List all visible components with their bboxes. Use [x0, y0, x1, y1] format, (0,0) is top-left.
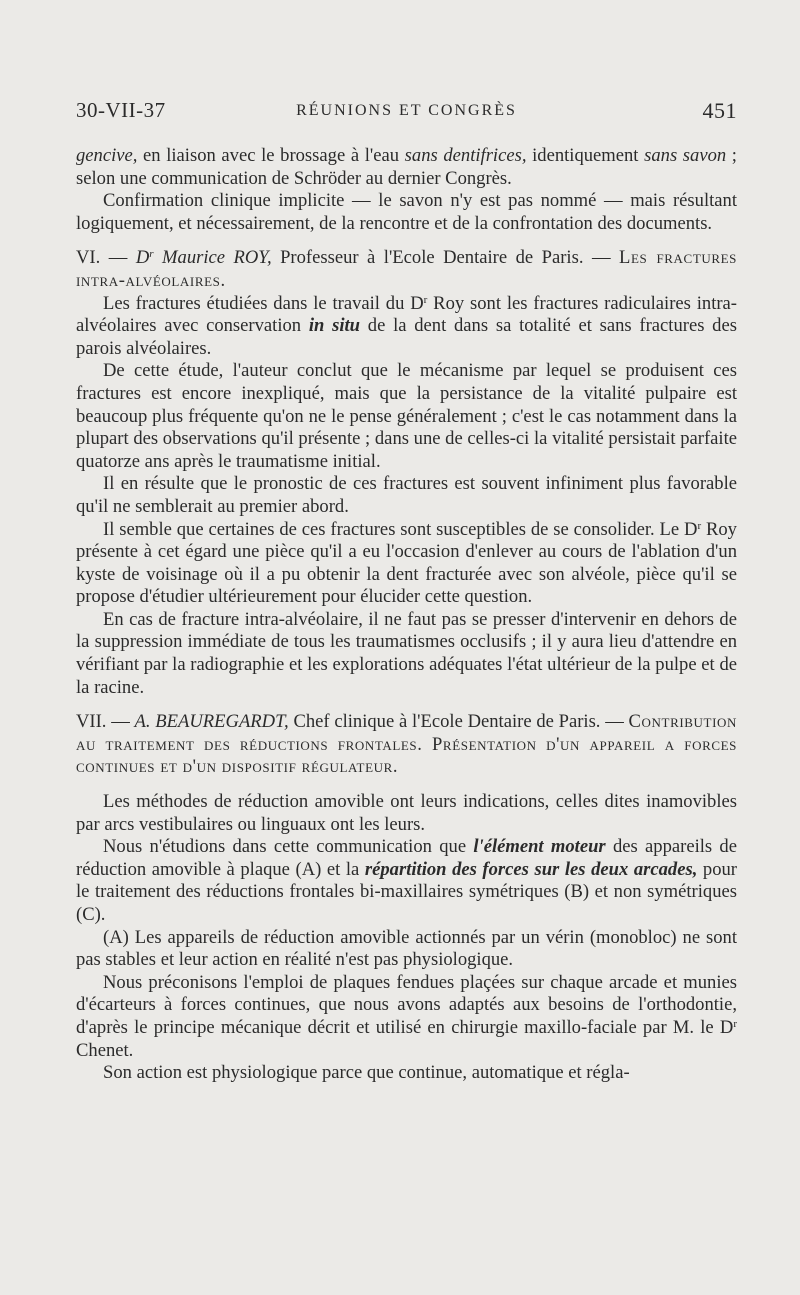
superscript: r	[697, 519, 702, 532]
emphasis: sans savon	[644, 145, 727, 166]
author-name: Maurice ROY,	[153, 247, 272, 269]
text-run: pour le traitement des réductions frontales bi-maxillaires symétriques (B) et non symétriques (C).	[76, 858, 737, 925]
header-running-title: RÉUNIONS ET CONGRÈS	[296, 102, 517, 119]
running-header	[76, 98, 737, 128]
paragraph-3	[76, 293, 737, 361]
text-run: Chenet.	[76, 1039, 134, 1061]
section-title: Contribution au traitement des réductions frontales. Présentation d'un appareil a forces continues et d'un dispositif régulateur.	[76, 711, 737, 778]
text-run: D	[135, 247, 150, 269]
text-run: ; selon une communication de Schröder au dernier Congrès.	[76, 145, 737, 189]
paragraph-5: Il en résulte que le pronostic de ces fractures est souvent infiniment plus favorable qu'il ne semblerait au premier abord.	[76, 473, 737, 517]
text-run: Roy présente à cet égard une pièce qu'il a eu l'occasion d'enlever au cours de l'ablation d'un kyste de voisinage où il a pu obtenir la dent fracturée avec son alvéole, pièce qu'il se propose d'étudier ultérieurement pour élucider cette question.	[76, 518, 737, 608]
header-date: 30-VII-37	[76, 98, 166, 122]
text-run: identiquement	[526, 145, 645, 166]
text-run: Nous préconisons l'emploi de plaques fendues plaçées sur chaque arcade et munies d'écarteurs à forces continues, que nous avons adaptés aux besoins de l'orthodontie, d'après le principe mécanique décrit et utilisé en chirurgie maxillo-faciale par M. le D	[76, 971, 737, 1038]
paragraph-8: Les méthodes de réduction amovible ont leurs indications, celles dites inamovibles par arcs vestibulaires ou linguaux ont les leurs.	[76, 791, 737, 835]
author-name: A. BEAUREGARDT,	[134, 711, 289, 733]
text-run: Roy sont les fractures radiculaires intra-alvéolaires avec conservation	[76, 292, 737, 337]
paragraph-2: Confirmation clinique implicite — le savon n'y est pas nommé — mais résultant logiquement, et nécessairement, de la rencontre et de la confrontation des documents.	[76, 190, 737, 234]
text-run: en liaison avec le brossage à l'eau	[137, 145, 405, 166]
paragraph-1	[76, 145, 737, 190]
section-title: Les fractures intra-alvéolaires.	[76, 247, 737, 291]
page-number: 451	[702, 98, 737, 123]
paragraph-10: (A) Les appareils de réduction amovible actionnés par un vérin (monobloc) ne sont pas stables et leur action en réalité n'est pas physiologique.	[76, 926, 737, 971]
author-affiliation: Chef clinique à l'Ecole Dentaire de Paris. —	[288, 711, 629, 733]
section-number: VI. —	[76, 247, 136, 269]
paragraph-9	[76, 836, 737, 926]
page-body	[76, 145, 737, 1085]
superscript: r	[149, 248, 154, 261]
section-vii-heading	[76, 711, 737, 779]
emphasis: sans dentifrices,	[404, 145, 527, 166]
text-run: Nous n'étudions dans cette communication que	[103, 836, 474, 858]
superscript: r	[733, 1017, 737, 1030]
author-title	[136, 247, 272, 268]
emphasis: gencive,	[76, 145, 138, 166]
emphasis: in situ	[308, 315, 361, 337]
paragraph-7: En cas de fracture intra-alvéolaire, il ne faut pas se presser d'intervenir en dehors de la suppression immédiate de tous les traumatismes occlusifs ; il y aura lieu d'attendre en vérifiant par la radiographie et les explorations adéquates l'état ultérieur de la pulpe et de la racine.	[76, 608, 737, 698]
section-number: VII. —	[76, 711, 135, 733]
emphasis: l'élément moteur	[473, 836, 606, 858]
text-run: de la dent dans sa totalité et sans fractures des parois alvéolaires.	[76, 315, 737, 359]
text-run: Les fractures étudiées dans le travail du D	[103, 292, 424, 314]
emphasis: répartition des forces sur les deux arcades,	[364, 858, 698, 880]
superscript: r	[423, 293, 428, 306]
paragraph-12: Son action est physiologique parce que continue, automatique et régla-	[103, 1062, 630, 1084]
author-affiliation: Professeur à l'Ecole Dentaire de Paris. —	[271, 247, 620, 269]
text-run: Il semble que certaines de ces fractures sont susceptibles de se consolider. Le D	[103, 518, 698, 540]
paragraph-6	[76, 519, 737, 609]
paragraph-11	[76, 972, 737, 1062]
section-vi-heading	[76, 247, 737, 292]
text-run: des appareils de réduction amovible à plaque (A) et la	[76, 836, 737, 880]
paragraph-4: De cette étude, l'auteur conclut que le mécanisme par lequel se produisent ces fractures est encore inexpliqué, mais que la persistance de la vitalité pulpaire est beaucoup plus fréquente qu'on ne le pense généralement ; c'est le cas notamment dans la plupart des observations qu'il présente ; dans une de celles-ci la vitalité persistait parfaite quatorze ans après le traumatisme initial.	[76, 360, 737, 472]
